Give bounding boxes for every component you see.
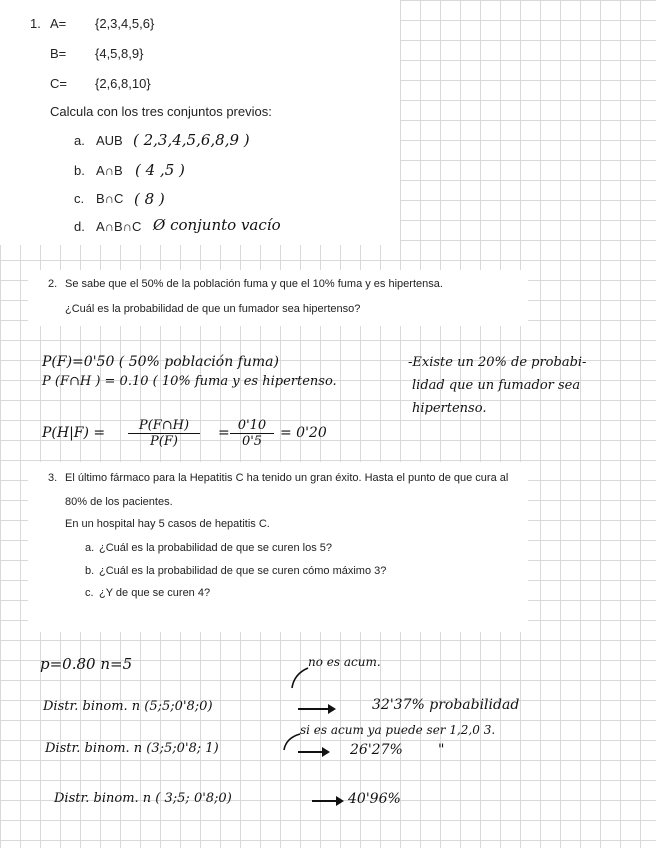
q3-row-3: Distr. binom. n ( 3;5; 0'8;0) xyxy=(54,791,232,806)
q2-frac2-num: 0'10 xyxy=(230,418,274,434)
q1-set-a-value: {2,3,4,5,6} xyxy=(95,16,155,31)
q1-number: 1. xyxy=(30,16,41,31)
q2-frac1-num: P(F∩H) xyxy=(128,418,200,434)
q2-frac2-den: 0'5 xyxy=(241,434,263,449)
q1-item-b-letter: b. xyxy=(74,163,85,178)
q3-item-b-text: ¿Cuál es la probabilidad de que se curen cómo máximo 3? xyxy=(99,565,387,577)
q3-item-c-letter: c. xyxy=(85,587,94,599)
q3-row-1: Distr. binom. n (5;5;0'8;0) xyxy=(43,699,213,714)
q1-panel xyxy=(0,0,400,245)
q3-item-a-letter: a. xyxy=(85,542,95,554)
q3-line3: En un hospital hay 5 casos de hepatitis C. xyxy=(65,518,270,530)
q1-item-b-answer: ( 4 ,5 ) xyxy=(135,161,185,179)
q1-item-c-letter: c. xyxy=(74,191,85,206)
q1-instruction: Calcula con los tres conjuntos previos: xyxy=(50,104,272,119)
q3-note-1-arrow xyxy=(290,664,312,690)
q3-result-2-mark: " xyxy=(438,742,445,758)
q2-fraction-2 xyxy=(230,418,274,449)
q2-conclusion-1: -Existe un 20% de probabi- xyxy=(408,355,587,370)
q2-eq: = xyxy=(218,425,230,441)
q3-note-2-arrow xyxy=(282,730,304,752)
q2-number: 2. xyxy=(48,278,58,290)
q3-arrow-2 xyxy=(298,751,328,753)
q2-result: = 0'20 xyxy=(280,425,327,441)
q1-item-a-op: AUB xyxy=(96,133,123,148)
q3-number: 3. xyxy=(48,472,58,484)
q2-fraction-1 xyxy=(128,418,200,449)
q3-note-1: no es acum. xyxy=(308,655,381,669)
q1-item-d-answer: Ø conjunto vacío xyxy=(153,216,281,234)
q1-item-c-op: B∩C xyxy=(96,191,124,206)
q3-line2: 80% de los pacientes. xyxy=(65,496,173,508)
q3-note-2: si es acum ya puede ser 1,2,0 3. xyxy=(300,723,496,737)
q1-set-a-label: A= xyxy=(50,16,67,31)
q3-item-a-text: ¿Cuál es la probabilidad de que se curen los 5? xyxy=(99,542,332,554)
q3-line1: El último fármaco para la Hepatitis C ha tenido un gran éxito. Hasta el punto de que cura al xyxy=(65,472,509,484)
q1-item-c-answer: ( 8 ) xyxy=(134,190,165,208)
q2-frac1-den: P(F) xyxy=(150,434,178,449)
q3-item-b-letter: b. xyxy=(85,565,95,577)
q2-pfh: P (F∩H ) = 0.10 ( 10% fuma y es hipertenso. xyxy=(42,374,337,389)
q3-item-c-text: ¿Y de que se curen 4? xyxy=(99,587,211,599)
q1-item-d-letter: d. xyxy=(74,219,85,234)
q2-line2: ¿Cuál es la probabilidad de que un fumador sea hipertenso? xyxy=(65,303,361,315)
q1-item-d-op: A∩B∩C xyxy=(96,219,142,234)
q3-result-2: 26'27% xyxy=(350,742,403,758)
q1-set-b-label: B= xyxy=(50,46,67,61)
q3-result-1: 32'37% probabilidad xyxy=(372,697,520,713)
q2-cond-lhs: P(H|F) = xyxy=(42,425,106,441)
q3-result-3: 40'96% xyxy=(348,791,401,807)
q2-conclusion-2: lidad que un fumador sea xyxy=(412,378,581,393)
q1-set-c-value: {2,6,8,10} xyxy=(95,76,151,91)
q1-item-b-op: A∩B xyxy=(96,163,123,178)
q1-item-a-letter: a. xyxy=(74,133,85,148)
q3-arrow-3 xyxy=(312,800,342,802)
q3-arrow-1 xyxy=(298,708,334,710)
q2-conclusion-3: hipertenso. xyxy=(412,401,487,416)
q1-set-c-label: C= xyxy=(50,76,67,91)
q2-line1: Se sabe que el 50% de la población fuma y que el 10% fuma y es hipertensa. xyxy=(65,278,443,290)
q1-set-b-value: {4,5,8,9} xyxy=(95,46,144,61)
q3-row-2: Distr. binom. n (3;5;0'8; 1) xyxy=(45,741,219,756)
q2-pf: P(F)=0'50 ( 50% población fuma) xyxy=(42,354,279,370)
q3-params: p=0.80 n=5 xyxy=(40,655,133,673)
q1-item-a-answer: ( 2,3,4,5,6,8,9 ) xyxy=(133,131,250,149)
